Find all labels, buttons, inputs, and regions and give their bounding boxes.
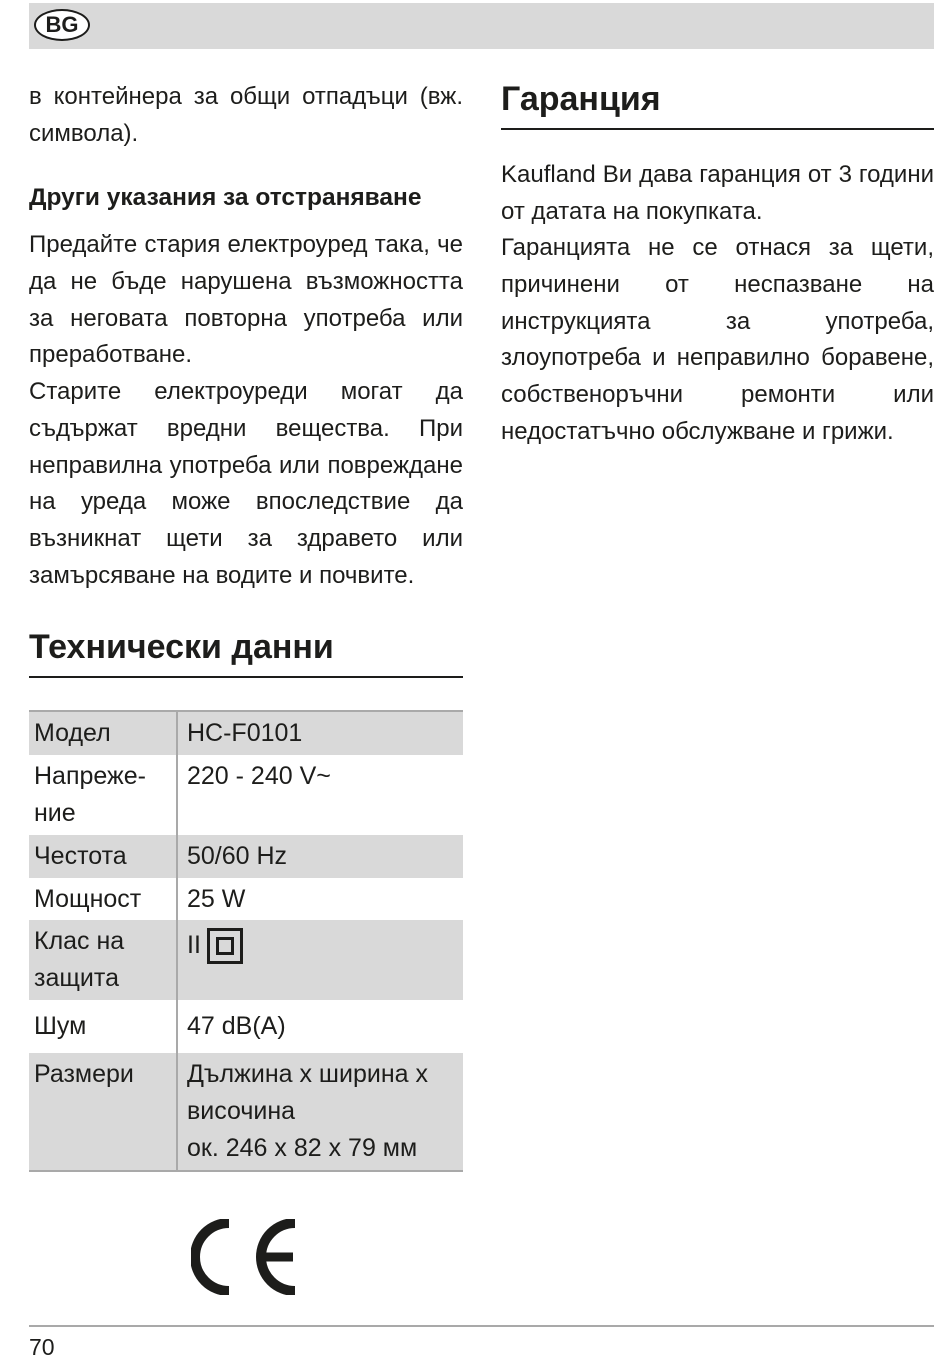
warranty-paragraph-2: Гаранцията не се отнася за щети, причинени от неспазване на инструкцията за употреба, злоупотреба и неправилно боравене, собственоръчни ремонти или недостатъчно обслужване и грижи. — [501, 234, 934, 445]
warranty-paragraph-1: Kaufland Ви дава гаранция от 3 години от датата на покупката. — [501, 161, 934, 225]
page-number: 70 — [29, 1334, 55, 1360]
disposal-paragraph-1: Предайте стария електроуред така, че да не бъде нарушена възможността за неговата повторна употреба или преработване. — [29, 231, 463, 369]
spec-label: Честота — [29, 835, 177, 878]
table-row — [29, 835, 463, 878]
technical-data-heading: Технически данни — [29, 626, 463, 678]
table-row — [29, 878, 463, 921]
spec-value: 47 dB(A) — [187, 1012, 286, 1041]
header-bar — [29, 3, 934, 49]
protection-class-text: II — [187, 931, 201, 960]
spec-value: 220 - 240 V~ — [187, 761, 331, 790]
intro-paragraph: в контейнера за общи отпадъци (вж. символа). — [29, 83, 463, 147]
table-row — [29, 755, 463, 835]
spec-label: Шум — [29, 1000, 177, 1053]
spec-value — [177, 920, 463, 1000]
warranty-heading: Гаранция — [501, 78, 934, 130]
double-insulation-icon — [207, 928, 243, 964]
spec-label: Клас на защита — [29, 920, 177, 1000]
spec-label: Напреже- ние — [29, 755, 177, 835]
spec-label: Модел — [29, 711, 177, 755]
disposal-heading: Други указания за отстраняване — [29, 184, 422, 211]
technical-data-table — [29, 710, 463, 1172]
table-row — [29, 920, 463, 1000]
spec-value: 25 W — [187, 884, 246, 913]
footer-rule — [29, 1325, 934, 1327]
ce-mark-icon — [191, 1219, 301, 1295]
table-row — [29, 711, 463, 755]
table-row — [29, 1053, 463, 1170]
spec-label: Мощност — [29, 878, 177, 921]
language-badge: BG — [34, 9, 90, 41]
spec-label: Размери — [29, 1053, 177, 1170]
spec-value: 50/60 Hz — [177, 835, 463, 878]
disposal-paragraph-2: Старите електроуреди могат да съдържат вредни вещества. При неправилна употреба или повреждане на уреда може впоследствие да възникнат щети за здравето или замърсяване на водите и почвите. — [29, 378, 463, 589]
protection-class-ii-icon — [187, 927, 243, 964]
table-row — [29, 1000, 463, 1053]
spec-value: Дължина x ширина x височина ок. 246 x 82 x 79 мм — [177, 1053, 463, 1170]
spec-value: HC-F0101 — [177, 711, 463, 755]
